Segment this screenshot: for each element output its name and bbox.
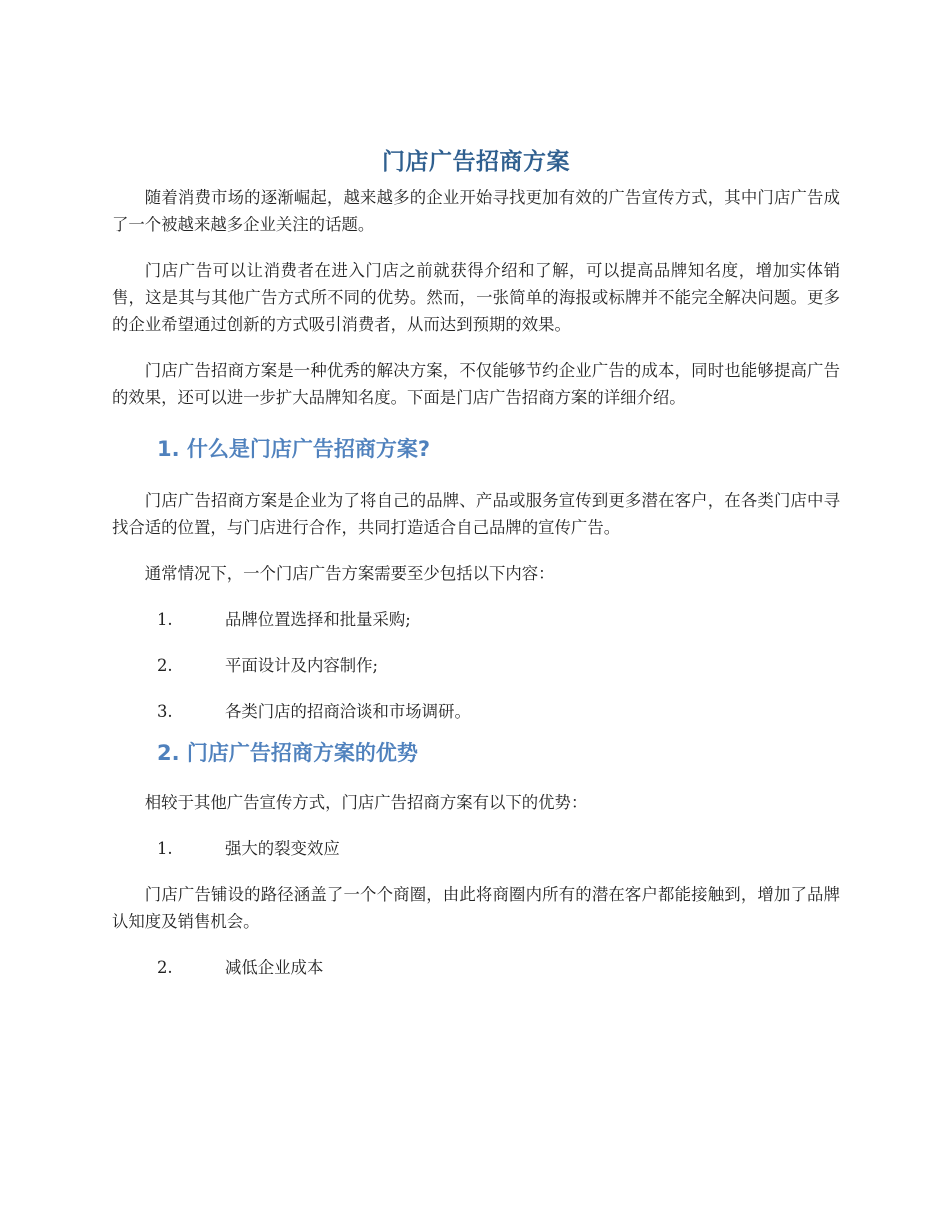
list-item-text: 强大的裂变效应 (225, 839, 340, 858)
list-item-number: 2. (157, 656, 173, 675)
intro-paragraph-2: 门店广告可以让消费者在进入门店之前就获得介绍和了解，可以提高品牌知名度，增加实体销售，这是其与其他广告方式所不同的优势。然而，一张简单的海报或标牌并不能完全解决问题。更多的企业希望通过创新的方式吸引消费者，从而达到预期的效果。 (112, 261, 840, 334)
section-1-heading: 1. 什么是门店广告招商方案? (157, 437, 431, 461)
list-item-text: 各类门店的招商洽谈和市场调研。 (225, 702, 471, 721)
document-title: 门店广告招商方案 (382, 149, 570, 175)
intro-paragraph-3: 门店广告招商方案是一种优秀的解决方案，不仅能够节约企业广告的成本，同时也能够提高广告的效果，还可以进一步扩大品牌知名度。下面是门店广告招商方案的详细介绍。 (112, 361, 840, 407)
list-item (112, 835, 840, 862)
list-item (112, 698, 840, 725)
section-2-paragraph-1: 相较于其他广告宣传方式，门店广告招商方案有以下的优势： (144, 793, 588, 812)
list-item-text: 平面设计及内容制作; (225, 656, 379, 675)
document-page (112, 140, 840, 981)
section-2-heading: 2. 门店广告招商方案的优势 (157, 741, 418, 765)
section-1-paragraph-1: 门店广告招商方案是企业为了将自己的品牌、产品或服务宣传到更多潜在客户，在各类门店中寻找合适的位置，与门店进行合作，共同打造适合自己品牌的宣传广告。 (112, 491, 840, 537)
list-item-number: 3. (157, 702, 173, 721)
list-item-text: 减低企业成本 (225, 958, 324, 977)
list-item-number: 1. (157, 839, 173, 858)
list-item-text: 品牌位置选择和批量采购; (225, 610, 411, 629)
list-item (112, 954, 840, 981)
list-item-number: 2. (157, 958, 173, 977)
section-2-paragraph-2: 门店广告铺设的路径涵盖了一个个商圈，由此将商圈内所有的潜在客户都能接触到，增加了品牌认知度及销售机会。 (112, 885, 840, 931)
section-1-paragraph-2: 通常情况下，一个门店广告方案需要至少包括以下内容： (144, 564, 555, 583)
list-item (112, 606, 840, 633)
list-item (112, 652, 840, 679)
list-item-number: 1. (157, 610, 173, 629)
intro-paragraph-1: 随着消费市场的逐渐崛起，越来越多的企业开始寻找更加有效的广告宣传方式，其中门店广告成了一个被越来越多企业关注的话题。 (112, 188, 840, 234)
